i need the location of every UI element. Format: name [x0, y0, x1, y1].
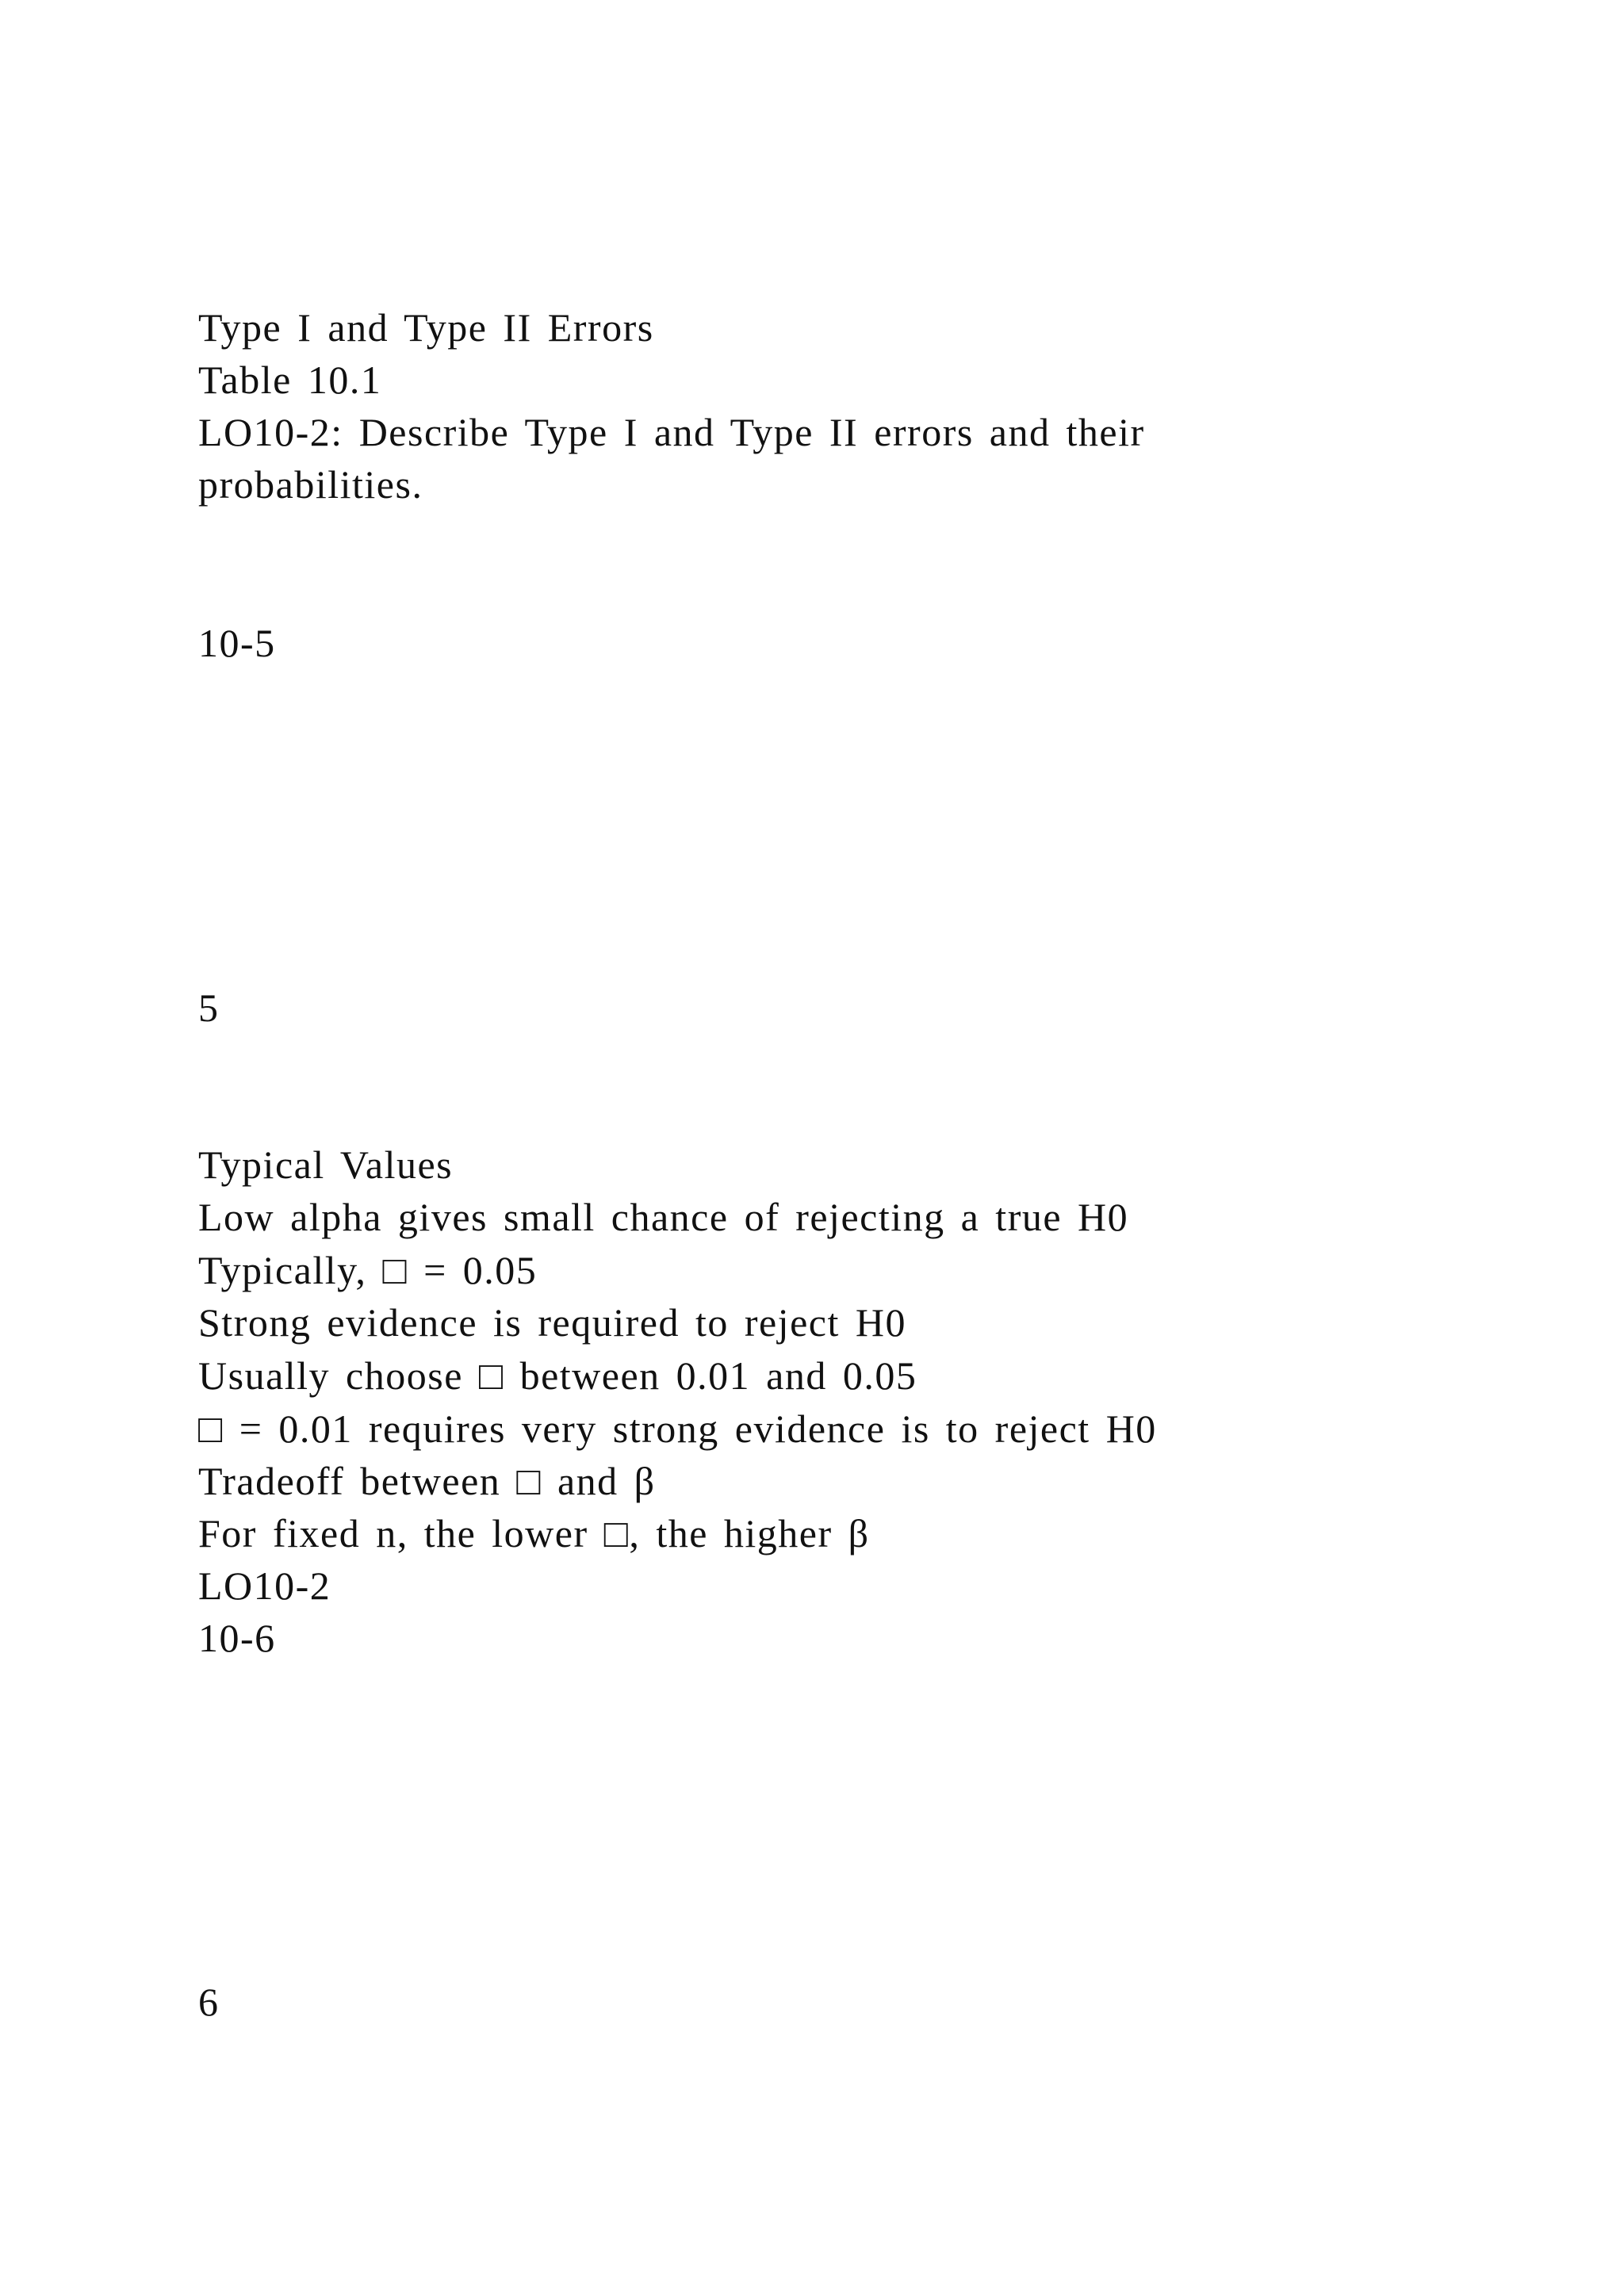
slide1-slide-code: 10-5 — [198, 621, 276, 665]
slide2-title: Typical Values — [198, 1142, 454, 1187]
slide1-objective-line2: probabilities. — [198, 462, 423, 507]
slide2-bullet-3: Strong evidence is required to reject H0 — [198, 1300, 906, 1345]
slide2-bullet-7: For fixed n, the lower □, the higher β — [198, 1511, 870, 1556]
slide2-page-number: 6 — [198, 1980, 220, 2024]
slide2-objective: LO10-2 — [198, 1563, 331, 1608]
slide1-page-number: 5 — [198, 985, 220, 1030]
slide2-slide-code: 10-6 — [198, 1616, 276, 1660]
slide1-objective-line1: LO10-2: Describe Type I and Type II errors and their — [198, 410, 1145, 454]
slide2-bullet-6: Tradeoff between □ and β — [198, 1459, 656, 1503]
slide1-title: Type I and Type II Errors — [198, 305, 654, 350]
slide2-bullet-2: Typically, □ = 0.05 — [198, 1248, 538, 1292]
slide2-bullet-5: □ = 0.01 requires very strong evidence is to reject H0 — [198, 1406, 1157, 1451]
slide1-table-ref: Table 10.1 — [198, 358, 382, 402]
slide2-bullet-4: Usually choose □ between 0.01 and 0.05 — [198, 1353, 917, 1398]
slide2-bullet-1: Low alpha gives small chance of rejecting a true H0 — [198, 1195, 1129, 1239]
